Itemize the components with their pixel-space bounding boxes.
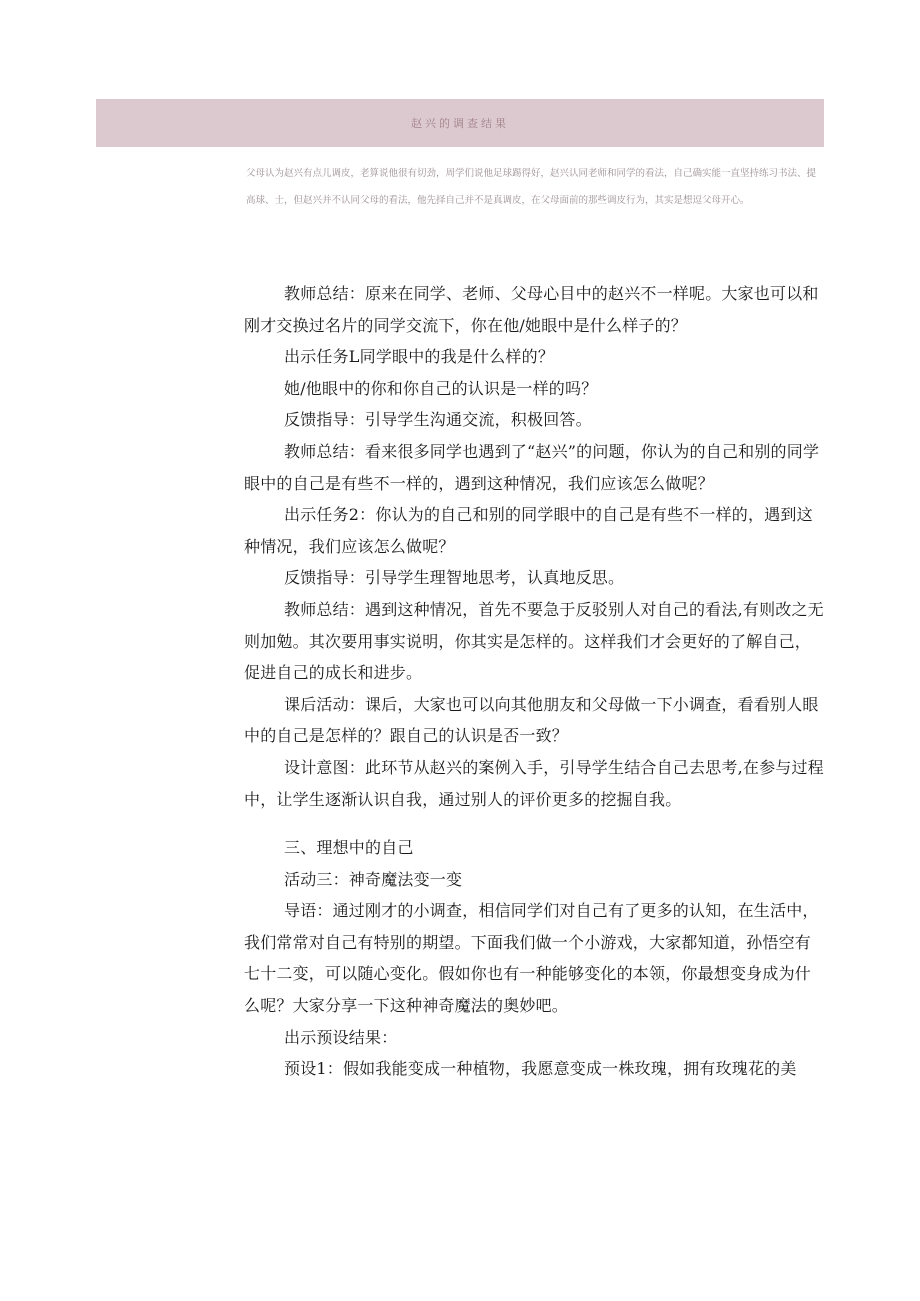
section-heading: 三、理想中的自己 (284, 838, 414, 858)
survey-result-banner (96, 99, 824, 147)
section-gap (244, 815, 824, 832)
paragraph: 教师总结：原来在同学、老师、父母心目中的赵兴不一样呢。大家也可以和刚才交换过名片的同学交流下，你在他/她眼中是什么样子的？ (244, 284, 819, 335)
paragraph: 反馈指导：引导学生沟通交流，积极回答。 (284, 410, 592, 430)
paragraph: 出示任务2：你认为的自己和别的同学眼中的自己是有些不一样的，遇到这种情况，我们应该怎么做呢？ (244, 505, 813, 556)
paragraph: 预设1：假如我能变成一种植物，我愿意变成一株玫瑰，拥有玫瑰花的美 (284, 1059, 797, 1079)
survey-result-note: 父母认为赵兴有点儿调皮，老算说他很有切劲，周学们说他足球踢得好，赵兴认同老师和同学的看法，自己确实能一直坚持练习书法、提高球、士，但赵兴并不认同父母的看法，他先择自己并不是真调皮，在父母面前的那些调皮行为，其实是想逗父母开心。 (246, 168, 817, 206)
paragraph: 活动三：神奇魔法变一变 (284, 869, 463, 889)
paragraph: 教师总结：看来很多同学也遇到了“赵兴”的问题，你认为的自己和别的同学眼中的自己是有些不一样的，遇到这种情况，我们应该怎么做呢？ (244, 441, 820, 493)
paragraph: 她/他眼中的你和你自己的认识是一样的吗？ (284, 378, 598, 398)
paragraph: 出示任务L同学眼中的我是什么样的？ (284, 347, 555, 367)
paragraph: 出示预设结果： (284, 1027, 398, 1047)
paragraph: 设计意图：此环节从赵兴的案例入手，引导学生结合自己去思考,在参与过程中，让学生逐渐认识自我，通过别人的评价更多的挖掘自我。 (244, 757, 824, 809)
paragraph: 反馈指导：引导学生理智地思考，认真地反思。 (284, 568, 625, 588)
paragraph: 课后活动：课后，大家也可以向其他朋友和父母做一下小调查，看看别人眼中的自己是怎样的？跟自己的认识是否一致？ (244, 694, 819, 746)
document-body (244, 278, 824, 1085)
paragraph: 导语：通过刚才的小调查，相信同学们对自己有了更多的认知，在生活中，我们常常对自己有特别的期望。下面我们做一个小游戏，大家都知道，孙悟空有七十二变，可以随心变化。假如你也有一种能够变化的本领，你最想变身成为什么呢？大家分享一下这种神奇魔法的奥妙吧。 (244, 901, 819, 1016)
paragraph: 教师总结：遇到这种情况，首先不要急于反驳别人对自己的看法,有则改之无则加勉。其次要用事实说明，你其实是怎样的。这样我们才会更好的了解自己，促进自己的成长和进步。 (244, 599, 824, 683)
banner-title: 赵兴的调查结果 (411, 117, 509, 130)
